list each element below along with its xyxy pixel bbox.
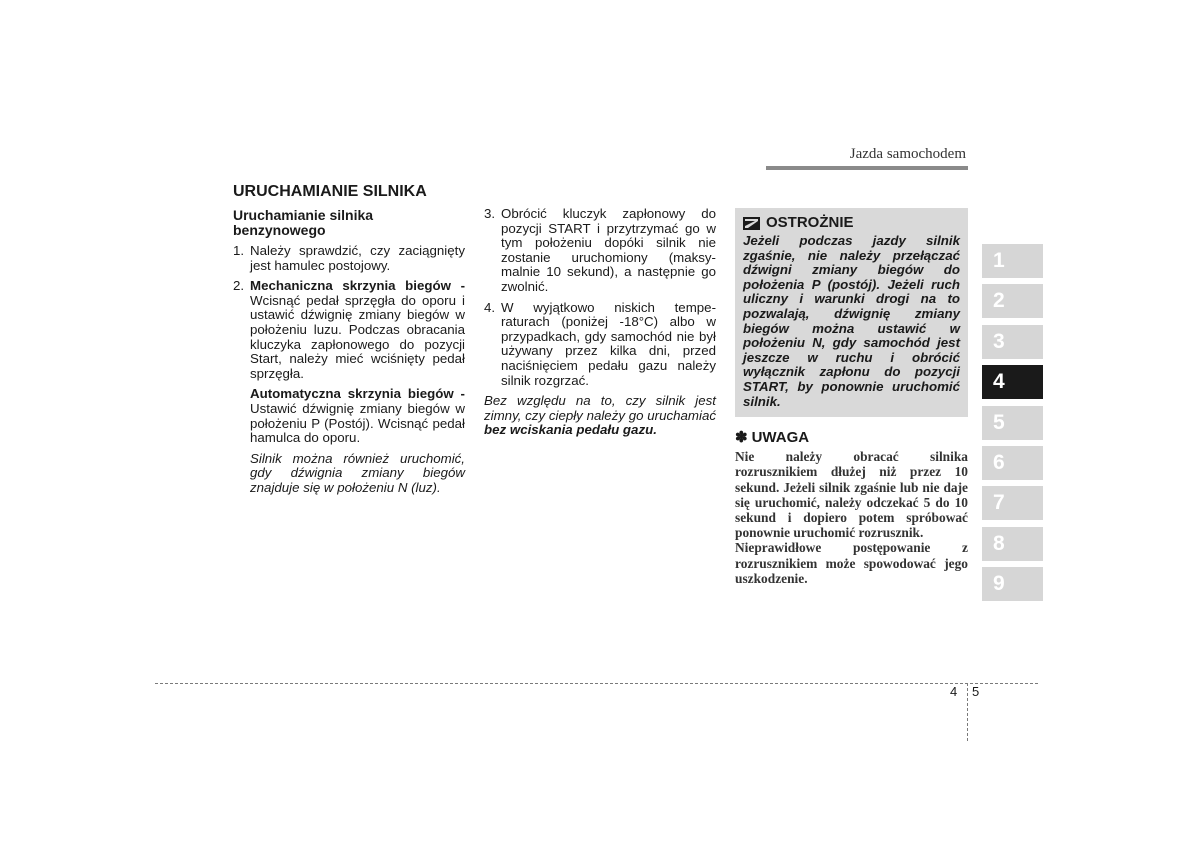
step-number: 1.	[233, 243, 245, 258]
caution-icon	[743, 217, 760, 230]
running-header: Jazda samochodem	[849, 146, 966, 162]
chapter-tab-7[interactable]: 7	[982, 486, 1043, 520]
column-right	[735, 208, 968, 586]
automatic-gearbox-paragraph	[250, 387, 465, 445]
list-item	[233, 279, 465, 381]
star-icon: ✽	[735, 429, 748, 447]
caution-title: OSTROŻNIE	[766, 214, 854, 231]
chapter-tab-5[interactable]: 5	[982, 406, 1043, 440]
list-item	[233, 244, 465, 273]
list-item	[484, 301, 716, 389]
step-number: 3.	[484, 206, 496, 221]
page-chapter-number: 4	[950, 684, 958, 699]
chapter-tab-4[interactable]: 4	[982, 365, 1043, 399]
step-text: Ustawić dźwignię zmiany biegów w położeniu P (Postój). Wcisnąć pedał hamulca do oporu.	[250, 400, 465, 446]
list-item	[484, 207, 716, 295]
header-rule	[766, 166, 968, 170]
caution-text: Jeżeli podczas jazdy silnik zgaśnie, nie należy przełączać dźwigni zmiany biegów do położenia P (postój). Jeżeli ruch uliczny i warunki drogi na to pozwalają, dźwignię zmiany biegów można ustawić w położeniu N, gdy samochód jest jeszcze w ruchu i obrócić wyłącznik zapłonu do pozycji START, by ponownie uruchomić silnik.	[743, 233, 960, 409]
step-bold-lead: Mechaniczna skrzynia biegów -	[250, 278, 465, 294]
note-header	[735, 429, 968, 447]
italic-remark	[484, 394, 716, 438]
page-number: 5	[972, 684, 980, 699]
footer-divider	[967, 683, 968, 741]
caution-header	[743, 214, 960, 232]
step-number: 4.	[484, 299, 496, 315]
automatic-gearbox-note: Silnik można również uruchomić, gdy dźwignia zmiany biegów znajduje się w położeniu N (luz).	[250, 450, 465, 495]
chapter-tab-6[interactable]: 6	[982, 446, 1043, 480]
step-body	[250, 279, 465, 381]
step-number: 2.	[233, 278, 245, 294]
column-left	[233, 183, 465, 502]
chapter-tabs	[982, 244, 1043, 608]
step-bold-lead: Automatyczna skrzynia biegów -	[250, 386, 465, 402]
note-text	[735, 449, 968, 586]
step-text: Wcisnąć pedał sprzęgła do oporu i ustawić dźwignię zmiany biegów w położeniu luzu. Podczas obracania kluczyka zapłonowego do pozycji Start, należy mieć wciśnięty pedał sprzęgła.	[250, 292, 465, 381]
note-paragraph: Nieprawidłowe postępowanie z rozrusznikiem może spowodować jego uszkodzenie.	[735, 540, 968, 586]
chapter-tab-2[interactable]: 2	[982, 284, 1043, 318]
chapter-tab-8[interactable]: 8	[982, 527, 1043, 561]
note-title: UWAGA	[751, 429, 810, 447]
chapter-tab-1[interactable]: 1	[982, 244, 1043, 278]
column-middle	[484, 207, 716, 438]
subheading: Uruchamianie silnika benzynowego	[233, 207, 374, 238]
chapter-tab-3[interactable]: 3	[982, 325, 1043, 359]
step-text: Obrócić kluczyk zapłonowy do pozycji START i przytrzymać go w tym położeniu dopóki silnik nie zostanie uruchomiony (maksy-malnie 10 sekund), a następnie go zwolnić.	[501, 206, 716, 294]
italic-remark-text: Bez względu na to, czy silnik jest zimny, czy ciepły należy go uruchamiać	[484, 393, 716, 423]
note-paragraph: Nie należy obracać silnika rozrusznikiem dłużej niż przez 10 sekund. Jeżeli silnik zgaśnie lub nie daje się uruchomić, należy odczekać 5 do 10 sekund i dopiero potem spróbować ponownie uruchomić rozrusznik.	[735, 449, 968, 541]
chapter-tab-9[interactable]: 9	[982, 567, 1043, 601]
section-title: URUCHAMIANIE SILNIKA	[233, 183, 427, 200]
step-text: W wyjątkowo niskich tempe-raturach (poniżej -18°C) albo w przypadkach, gdy samochód nie był używany przez kilka dni, przed naciśnięciem pedału gazu należy silnik rozgrzać.	[501, 299, 716, 388]
caution-box	[735, 208, 968, 417]
step-text: Należy sprawdzić, czy zaciągnięty jest hamulec postojowy.	[250, 243, 465, 273]
italic-remark-bold: bez wciskania pedału gazu.	[484, 422, 657, 438]
footer-rule	[155, 683, 1038, 684]
